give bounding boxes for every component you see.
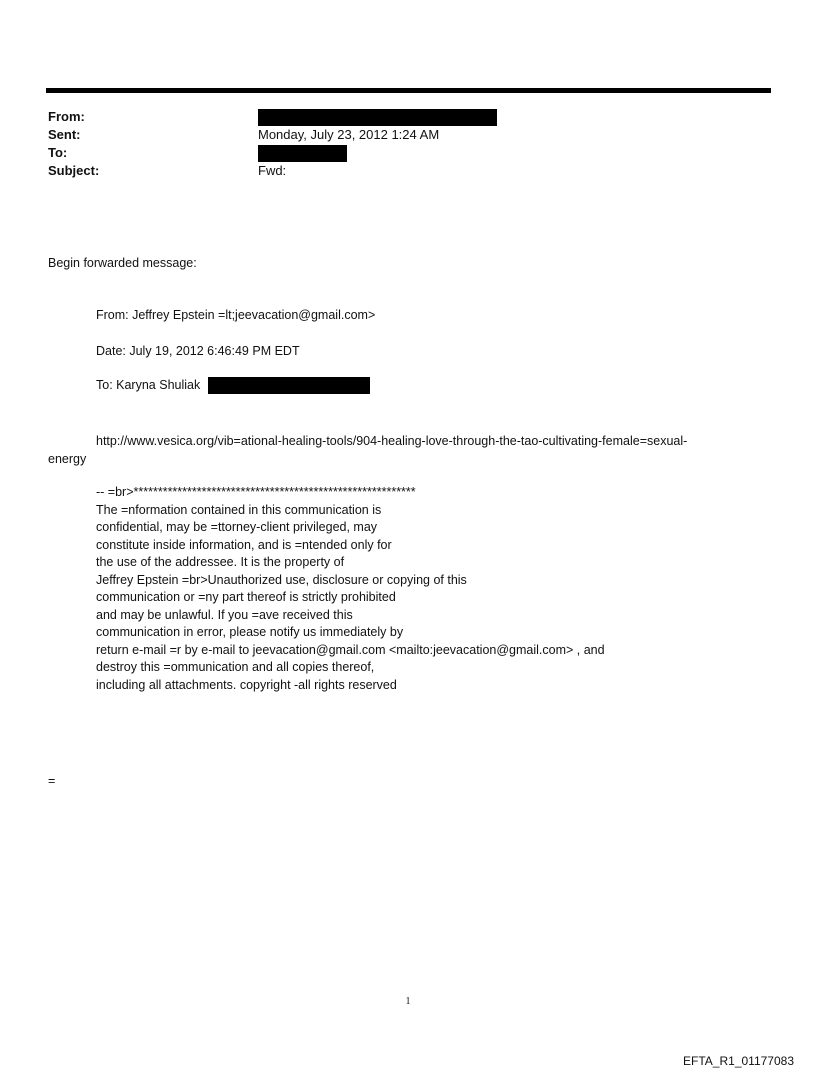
- disclaimer-line: return e-mail =r by e-mail to jeevacation@gmail.com <mailto:jeevacation@gmail.com> , and: [96, 642, 605, 657]
- disclaimer-line: The =nformation contained in this communication is: [96, 502, 382, 517]
- disclaimer-line: communication or =ny part thereof is strictly prohibited: [96, 590, 396, 604]
- disclaimer-line: including all attachments. copyright -all rights reserved: [96, 677, 397, 692]
- sent-value: Monday, July 23, 2012 1:24 AM: [258, 127, 440, 142]
- document-id: EFTA_R1_01177083: [683, 1054, 794, 1068]
- link-line-1: http://www.vesica.org/vib=ational-healing-tools/904-healing-love-through-the-tao-cultivating-female=sexual-: [96, 434, 688, 448]
- disclaimer-line: communication in error, please notify us immediately by: [96, 625, 404, 639]
- to-address-redaction: [208, 377, 370, 394]
- subject-value: Fwd:: [258, 163, 287, 178]
- confidentiality-disclaimer: [96, 484, 605, 694]
- from-label: From:: [48, 109, 85, 124]
- disclaimer-line: destroy this =ommunication and all copies thereof,: [96, 660, 375, 674]
- page-number: 1: [405, 996, 411, 1007]
- disclaimer-line: constitute inside information, and is =ntended only for: [96, 537, 392, 552]
- disclaimer-line: the use of the addressee. It is the property of: [96, 555, 345, 569]
- subject-label: Subject:: [48, 163, 100, 178]
- forward-intro: Begin forwarded message:: [48, 256, 197, 270]
- forwarded-from: From: Jeffrey Epstein =lt;jeevacation@gmail.com>: [96, 308, 376, 322]
- to-redaction: [258, 144, 347, 162]
- from-redaction: [258, 108, 497, 126]
- link-line-2: energy: [48, 452, 87, 466]
- disclaimer-line: confidential, may be =ttorney-client privileged, may: [96, 520, 378, 534]
- header-rule: [46, 88, 771, 93]
- forwarded-to: [96, 376, 370, 394]
- disclaimer-line: Jeffrey Epstein =br>Unauthorized use, disclosure or copying of this: [96, 572, 467, 587]
- to-label: To:: [48, 145, 68, 160]
- trailing-equals: =: [48, 774, 56, 788]
- disclaimer-line: and may be unlawful. If you =ave received this: [96, 607, 353, 622]
- forwarded-date: Date: July 19, 2012 6:46:49 PM EDT: [96, 344, 300, 358]
- disclaimer-line: -- =br>**********************************************************: [96, 485, 416, 499]
- sent-label: Sent:: [48, 127, 81, 142]
- forwarded-to-text: To: Karyna Shuliak: [96, 378, 201, 392]
